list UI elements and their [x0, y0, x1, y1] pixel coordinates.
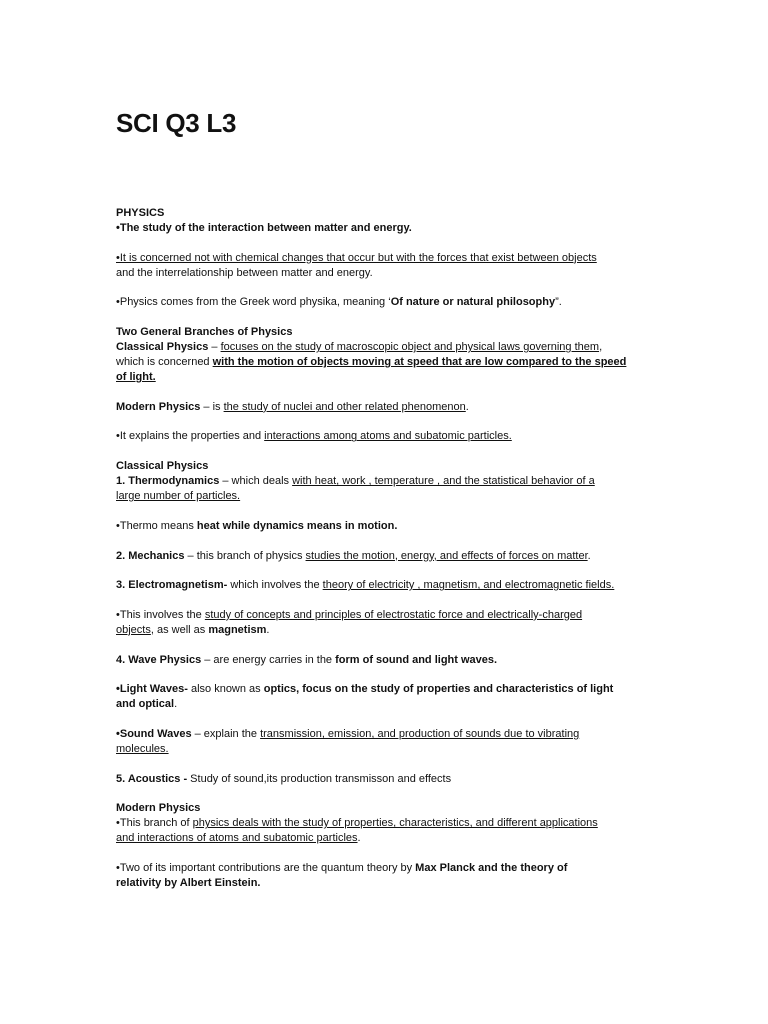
physics-definition: •The study of the interaction between matter and energy.: [116, 222, 412, 234]
classical-physics-def-cont: which is concerned with the motion of objects moving at speed that are low compared to the speed: [116, 356, 627, 369]
physics-heading: PHYSICS: [116, 207, 165, 219]
modern-branch-def-cont: and interactions of atoms and subatomic particles.: [116, 832, 361, 845]
contributions-paragraph: •Two of its important contributions are the quantum theory by Max Planck and the theory of: [116, 862, 568, 874]
thermo-means: •Thermo means heat while dynamics means in motion.: [116, 519, 398, 532]
contributions-paragraph-cont: relativity by Albert Einstein.: [116, 877, 261, 889]
wave-physics-def: 4. Wave Physics – are energy carries in the form of sound and light waves.: [116, 653, 498, 666]
paragraph-forces: •It is concerned not with chemical changes that occur but with the forces that exist between objects: [116, 251, 597, 264]
sound-waves-def-cont: molecules.: [116, 742, 169, 755]
electromagnetism-def: 3. Electromagnetism- which involves the theory of electricity , magnetism, and electromagnetic fields.: [116, 579, 615, 592]
light-waves-def: •Light Waves- also known as optics, focus on the study of properties and characteristics of light: [116, 683, 614, 696]
paragraph-forces-cont: and the interrelationship between matter and energy.: [116, 266, 373, 279]
modern-physics-def: Modern Physics – is the study of nuclei and other related phenomenon.: [116, 400, 469, 413]
electrostatic-paragraph-cont: objects, as well as magnetism.: [116, 623, 270, 636]
classical-physics-def: Classical Physics – focuses on the study of macroscopic object and physical laws governing them,: [116, 341, 603, 354]
sound-waves-def: •Sound Waves – explain the transmission, emission, and production of sounds due to vibrating: [116, 727, 580, 740]
classical-physics-def-end: of light.: [116, 371, 156, 384]
modern-branch-def: •This branch of physics deals with the study of properties, characteristics, and different applications: [116, 817, 598, 830]
acoustics-def: 5. Acoustics - Study of sound,its production transmisson and effects: [116, 772, 452, 785]
branches-heading: Two General Branches of Physics: [116, 326, 293, 339]
classical-heading: Classical Physics: [116, 460, 209, 473]
mechanics-def: 2. Mechanics – this branch of physics studies the motion, energy, and effects of forces on matter.: [116, 549, 591, 562]
light-waves-def-cont: and optical.: [116, 698, 178, 711]
thermodynamics-def: 1. Thermodynamics – which deals with heat, work , temperature , and the statistical behavior of a: [116, 475, 595, 488]
electrostatic-paragraph: •This involves the study of concepts and principles of electrostatic force and electrically-charged: [116, 608, 583, 621]
document-title: SCI Q3 L3: [116, 108, 237, 138]
paragraph-explains: •It explains the properties and interactions among atoms and subatomic particles.: [116, 430, 512, 443]
modern-heading: Modern Physics: [116, 802, 201, 815]
thermodynamics-def-cont: large number of particles.: [116, 490, 241, 503]
document-body: [116, 206, 676, 891]
paragraph-greek: •Physics comes from the Greek word physika, meaning ‘Of nature or natural philosophy”.: [116, 296, 562, 309]
